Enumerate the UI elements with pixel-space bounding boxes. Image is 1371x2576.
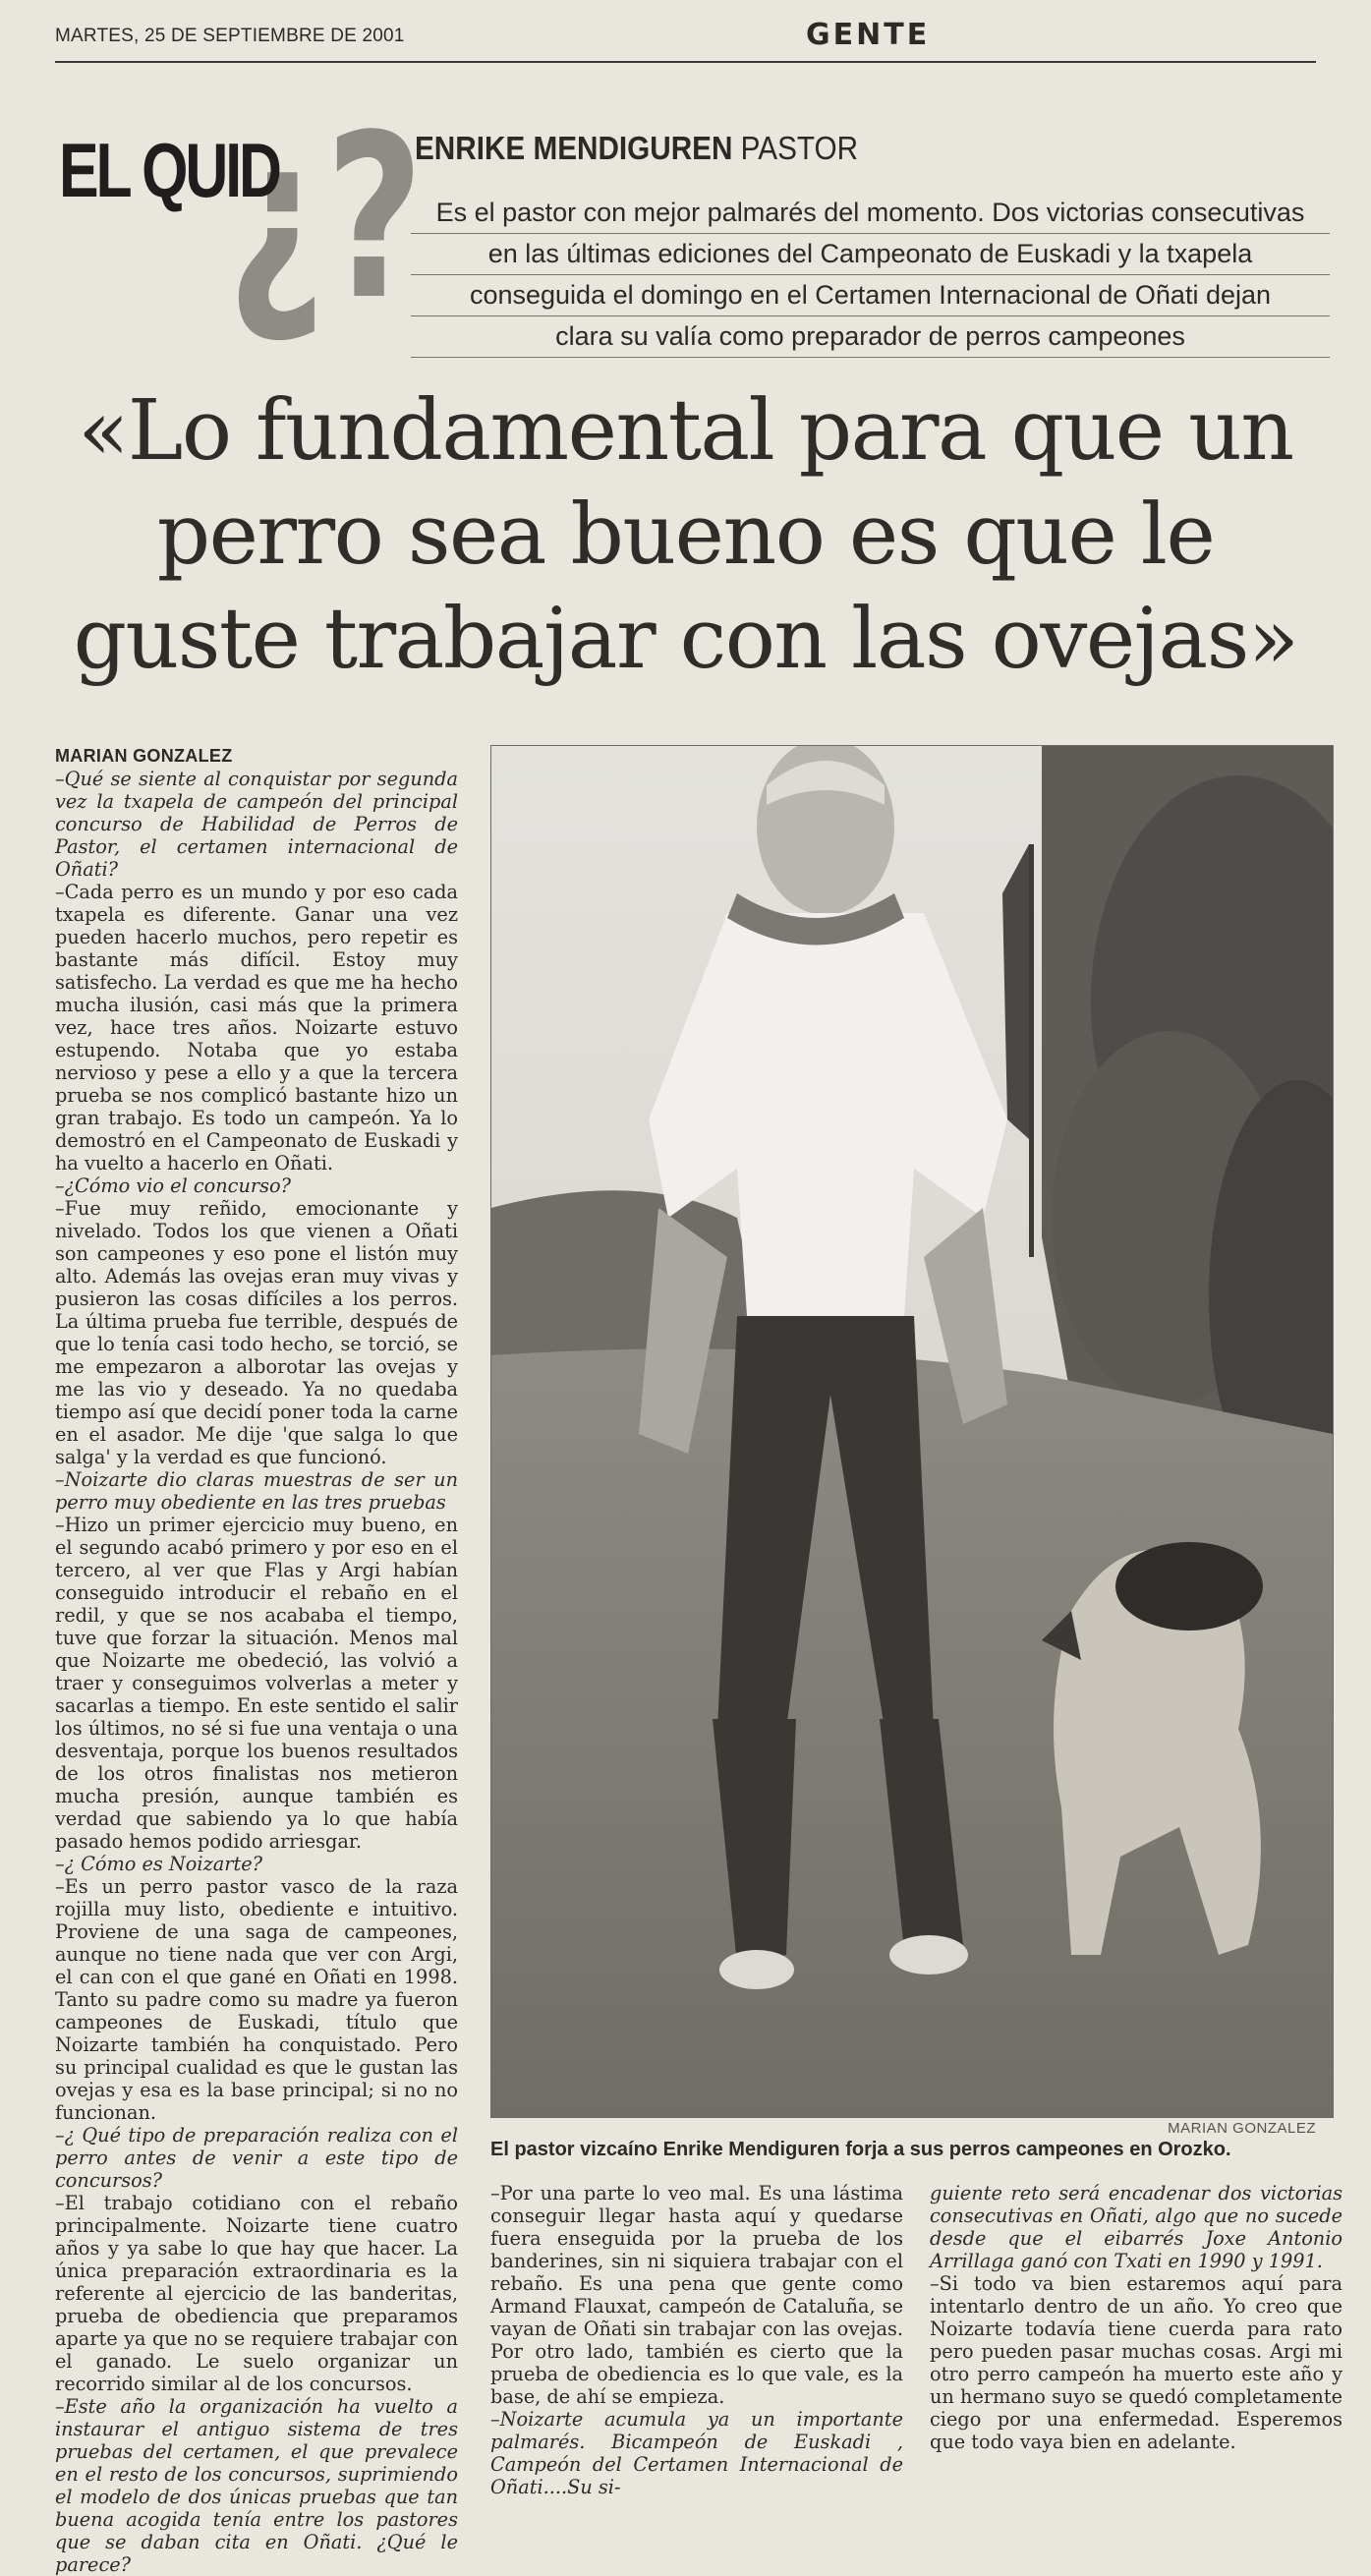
question-paragraph: guiente reto será encadenar dos victorias consecutivas en Oñati, algo que no sucede desde que el eibarrés Joxe Antonio Arrillaga ganó con Txati en 1990 y 1991. [930, 2182, 1342, 2272]
dek-line: conseguida el domingo en el Certamen Internacional de Oñati dejan [411, 275, 1330, 316]
column-1-paragraphs [55, 768, 458, 2576]
body-column-2 [490, 2182, 903, 2498]
photo-illustration [491, 746, 1333, 2117]
question-paragraph: –Qué se siente al conquistar por segunda vez la txapela de campeón del principal concurso de Habilidad de Perros de Pastor, el certamen internacional de Oñati? [55, 768, 458, 881]
article-dek [411, 193, 1330, 358]
byline: MARIAN GONZALEZ [55, 746, 233, 766]
answer-paragraph: –Si todo va bien estaremos aquí para intentarlo dentro de un año. Yo creo que Noizarte todavía tiene cuerda para rato pero pueden pasar muchas cosas. Argi mi otro perro campeón ha muerto este año y un hermano suyo se quedó completamente ciego por una enfermedad. Esperemos que todo vaya bien en adelante. [930, 2272, 1342, 2453]
answer-paragraph: –Hizo un primer ejercicio muy bueno, en el segundo acabó primero y por eso en el tercero, al ver que Flas y Argi habían conseguido introducir el rebaño en el redil, y que se nos acababa el tiempo, tuve que forzar la situación. Menos mal que Noizarte me obedeció, las volvió a traer y conseguimos volverlas a meter y sacarlas a tiempo. En este sentido el salir los últimos, no sé si fue una ventaja o una desventaja, porque los buenos resultados de los otros finalistas nos metieron mucha presión, aunque también es verdad que sabiendo ya lo que había pasado hemos podido arriesgar. [55, 1514, 458, 1853]
photo-credit: MARIAN GONZALEZ [1168, 2120, 1316, 2137]
question-paragraph: –¿Cómo vio el concurso? [55, 1174, 291, 1197]
question-paragraph: –¿ Cómo es Noizarte? [55, 1853, 262, 1875]
headline-line: perro sea bueno es que le [156, 487, 1215, 584]
dek-line: Es el pastor con mejor palmarés del momento. Dos victorias consecutivas [411, 193, 1330, 234]
subject-role: PASTOR [740, 130, 859, 166]
answer-paragraph: –Es un perro pastor vasco de la raza rojilla muy listo, obediente e intuitivo. Proviene de una saga de campeones, aunque no tiene nada que ver con Argi, el can con el que gané en Oñati en 1998. Tanto su padre como su madre ya fueron campeones de Euskadi, título que Noizarte también ha conquistado. Pero su principal cualidad es que le gustan las ovejas y esa es la base principal; si no no funcionan. [55, 1875, 458, 2124]
section-name: GENTE [806, 18, 931, 52]
question-mark-graphic: ¿? [227, 87, 425, 350]
question-paragraph: –Noizarte dio claras muestras de ser un perro muy obediente en las tres pruebas [55, 1468, 458, 1514]
body-column-1 [55, 745, 458, 2576]
article-photo [490, 745, 1334, 2118]
answer-paragraph: –Fue muy reñido, emocionante y nivelado. Todos los que vienen a Oñati son campeones y eso pone el listón muy alto. Además las ovejas eran muy vivas y pusieron las cosas difíciles a los perros. La última prueba fue terrible, después de que lo tenía casi todo hecho, se torció, se me empezaron a alborotar las ovejas y me las vio y deseado. Ya no quedaba tiempo así que decidí poner toda la carne en el asador. Me dije 'que salga lo que salga' y la verdad es que funcionó. [55, 1197, 458, 1468]
headline [55, 379, 1316, 692]
question-paragraph: –Este año la organización ha vuelto a instaurar el antiguo sistema de tres pruebas del certamen, el que prevalece en el resto de los concursos, suprimiendo el modelo de dos únicas pruebas que tan buena acogida tenía entre los pastores que se daban cita en Oñati. ¿Qué le parece? [55, 2395, 458, 2576]
answer-paragraph: –Cada perro es un mundo y por eso cada txapela es diferente. Ganar una vez pueden hacerlo muchos, pero repetir es bastante más difícil. Estoy muy satisfecho. La verdad es que me ha hecho mucha ilusión, casi más que la primera vez, hace tres años. Noizarte estuvo estupendo. Notaba que yo estaba nervioso y pese a ello y a que la tercera prueba se nos complicó bastante hizo un gran trabajo. Es todo un campeón. Ya lo demostró en el Campeonato de Euskadi y ha vuelto a hacerlo en Oñati. [55, 881, 458, 1174]
el-quid-title: EL QUID [59, 127, 279, 213]
el-quid-logo [55, 87, 425, 360]
question-paragraph: –¿ Qué tipo de preparación realiza con el perro antes de venir a este tipo de concursos? [55, 2124, 458, 2192]
headline-line: guste trabajar con las ovejas» [73, 591, 1298, 688]
body-column-3 [930, 2182, 1342, 2453]
subject-name: ENRIKE MENDIGUREN [415, 130, 733, 166]
interview-subject [415, 130, 858, 167]
headline-line: «Lo fundamental para que un [78, 382, 1293, 480]
dek-line: clara su valía como preparador de perros campeones [411, 316, 1330, 358]
issue-date: MARTES, 25 DE SEPTIEMBRE DE 2001 [55, 26, 405, 46]
photo-caption: El pastor vizcaíno Enrike Mendiguren forja a sus perros campeones en Orozko. [490, 2139, 1231, 2160]
question-paragraph: –Noizarte acumula ya un importante palmarés. Bicampeón de Euskadi , Campeón del Certamen Internacional de Oñati....Su si- [490, 2408, 903, 2498]
answer-paragraph: –Por una parte lo veo mal. Es una lástima conseguir llegar hasta aquí y quedarse fuera enseguida por la prueba de los banderines, sin ni siquiera trabajar con el rebaño. Es una pena que gente como Armand Flauxat, campeón de Cataluña, se vayan de Oñati sin trabajar con las ovejas. Por otro lado, también es cierto que la prueba de obediencia es lo que vale, es la base, de ahí se empieza. [490, 2182, 903, 2408]
answer-paragraph: –El trabajo cotidiano con el rebaño principalmente. Noizarte tiene cuatro años y ya sabe lo que hay que hacer. La única preparación extraordinaria es la referente al ejercicio de las banderitas, prueba de obediencia que preparamos aparte ya que no se requiere trabajar con el ganado. Le suelo organizar un recorrido similar al de los concursos. [55, 2192, 458, 2395]
dek-line: en las últimas ediciones del Campeonato de Euskadi y la txapela [411, 234, 1330, 275]
header-rule [55, 61, 1316, 63]
